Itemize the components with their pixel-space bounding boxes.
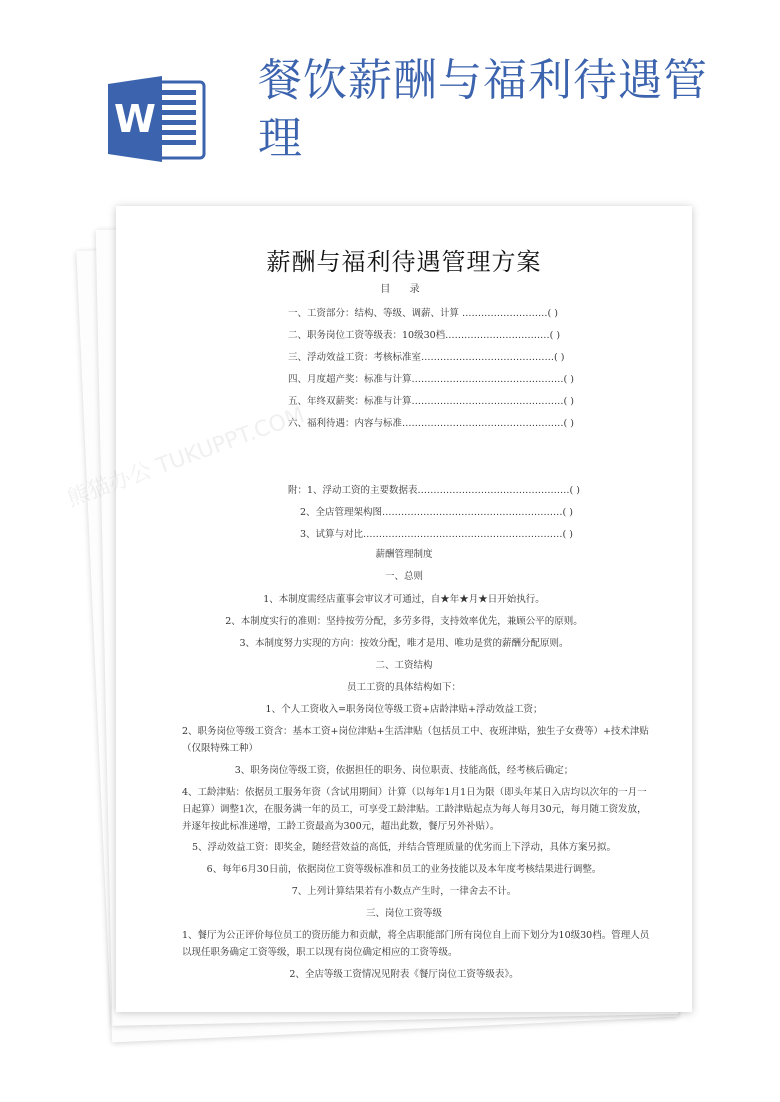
- page-title: 餐饮薪酬与福利待遇管理: [258, 55, 708, 164]
- word-document-icon: [108, 76, 210, 162]
- paragraph: 4、工龄津贴：依据员工服务年资（含试用期间）计算（以每年1月1日为限（即头年某日入店均以次年的一月一日起算）调整1次，在服务满一年的员工，可享受工龄津贴。工龄津贴起点为每人每月30元，每月随工资发放，并逐年按此标准递增，工龄工资最高为300元，超出此数，餐厅另外补贴）。: [182, 787, 647, 832]
- page-header: [0, 0, 780, 190]
- toc-heading: 目 录: [380, 284, 428, 295]
- appendix-item: 3、试算与对比………………………………………………………( ): [300, 529, 573, 540]
- document-page: [116, 206, 692, 1012]
- section-heading: 薪酬管理制度: [375, 549, 433, 560]
- paragraph: 5、浮动效益工资：即奖金，随经营效益的高低，并结合管理质量的优劣而上下浮动，具体方案另拟。: [191, 842, 617, 853]
- appendix-item: 附：1、浮动工资的主要数据表…………………………………………( ): [288, 485, 580, 496]
- paragraph: 3、本制度努力实现的方向：按效分配，唯才是用、唯功是赏的薪酬分配原则。: [239, 638, 569, 649]
- paragraph: 员工工资的具体结构如下：: [346, 682, 461, 693]
- paragraph: 2、职务岗位等级工资含：基本工资+岗位津贴+生活津贴（包括员工中、夜班津贴，独生子女费等）+技术津贴（仅限特殊工种）: [182, 726, 649, 754]
- logo-letter: W: [114, 97, 156, 141]
- paragraph: 1、餐厅为公正评价每位员工的资历能力和贡献，将全店职能部门所有岗位自上而下划分为10级30档。管理人员以现任职务确定工资等级，职工以现有岗位确定相应的工资等级。: [182, 930, 650, 958]
- section-heading: 一、总则: [384, 571, 423, 582]
- document-title: 薪酬与福利待遇管理方案: [266, 248, 542, 276]
- toc-item: 三、浮动效益工资：考核标准室……………………………………( ): [288, 352, 565, 363]
- toc-item: 五、年终双薪奖：标准与计算…………………………………………( ): [288, 396, 574, 407]
- toc-item: 四、月度超产奖：标准与计算…………………………………………( ): [288, 374, 574, 385]
- toc-item: 六、福利待遇：内容与标准……………………………………………( ): [288, 418, 574, 429]
- paragraph: 1、本制度需经店董事会审议才可通过，自★年★月★日开始执行。: [263, 594, 545, 605]
- paragraph: 3、职务岗位等级工资，依据担任的职务、岗位职责、技能高低，经考核后确定；: [234, 765, 574, 776]
- toc-item: 一、工资部分：结构、等级、调薪、计算 ………………………( ): [288, 308, 558, 319]
- paragraph: 6、每年6月30日前，依据岗位工资等级标准和员工的业务技能以及本年度考核结果进行调整。: [206, 864, 602, 875]
- paragraph: 2、全店等级工资情况见附表《餐厅岗位工资等级表》。: [289, 969, 519, 980]
- section-heading: 三、岗位工资等级: [365, 908, 442, 919]
- appendix-item: 2、全店管理架构图…………………………………………………( ): [300, 507, 573, 518]
- paragraph: 1、个人工资收入=职务岗位等级工资+店龄津贴+浮动效益工资；: [265, 704, 543, 715]
- section-heading: 二、工资结构: [375, 660, 433, 671]
- paragraph: 2、本制度实行的准则：坚持按劳分配，多劳多得，支持效率优先，兼顾公平的原则。: [225, 616, 583, 627]
- toc-item: 二、职务岗位工资等级表：10级30档……………………………( ): [288, 330, 561, 341]
- paragraph: 7、上列计算结果若有小数点产生时，一律舍去不计。: [291, 886, 517, 897]
